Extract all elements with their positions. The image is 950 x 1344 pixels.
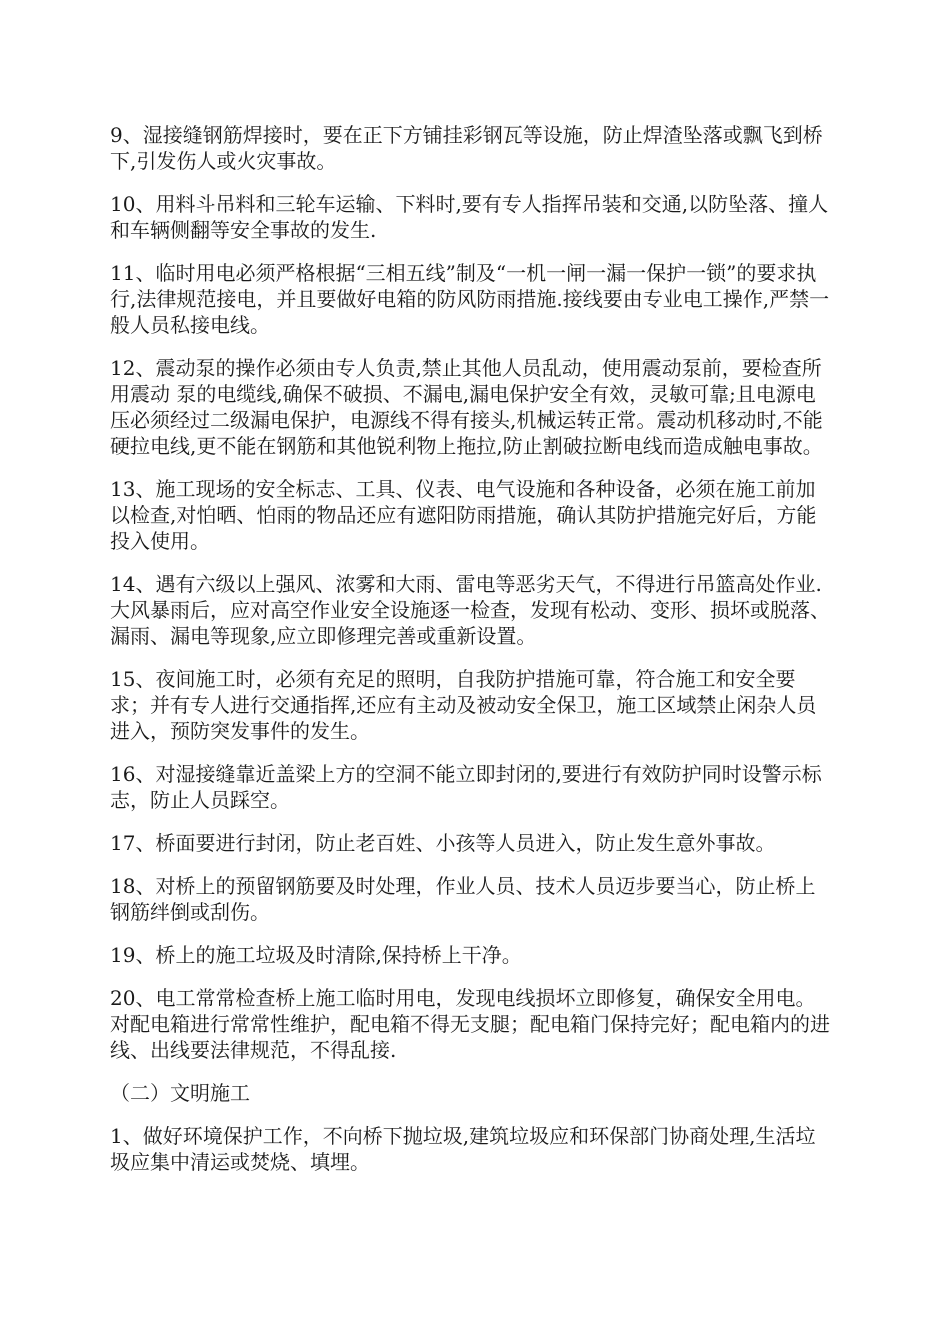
paragraph-item-19: 19、桥上的施工垃圾及时清除,保持桥上干净。 — [110, 943, 522, 967]
paragraph-item-9: 9、湿接缝钢筋焊接时，要在正下方铺挂彩钢瓦等设施，防止焊渣坠落或飘飞到桥下,引发伤人或火灾事故。 — [110, 123, 823, 173]
paragraph-item-18: 18、对桥上的预留钢筋要及时处理，作业人员、技术人员迈步要当心，防止桥上钢筋绊倒或刮伤。 — [110, 874, 816, 924]
paragraph-item-13: 13、施工现场的安全标志、工具、仪表、电气设施和各种设备，必须在施工前加以检查,对怕晒、怕雨的物品还应有遮阳防雨措施，确认其防护措施完好后，方能投入使用。 — [110, 477, 817, 553]
paragraph-item-11: 11、临时用电必须严格根据“三相五线”制及“一机一闸一漏一保护一锁”的要求执行,法律规范接电，并且要做好电箱的防风防雨措施.接线要由专业电工操作,严禁一般人员私接电线。 — [110, 261, 830, 337]
paragraph-item-14: 14、遇有六级以上强风、浓雾和大雨、雷电等恶劣天气，不得进行吊篮高处作业.大风暴雨后，应对高空作业安全设施逐一检查，发现有松动、变形、损坏或脱落、漏雨、漏电等现象,应立即修理完善或重新设置。 — [110, 572, 830, 648]
paragraph-item-12: 12、震动泵的操作必须由专人负责,禁止其他人员乱动，使用震动泵前，要检查所用震动 泵的电缆线,确保不破损、不漏电,漏电保护安全有效，灵敏可靠;且电源电压必须经过二级漏电保护，电源线不得有接头,机械运转正常。震动机移动时,不能硬拉电线,更不能在钢筋和其他锐利物上拖拉,防止割破拉断电线而造成触电事故。 — [110, 356, 823, 458]
paragraph-item-10: 10、用料斗吊料和三轮车运输、下料时,要有专人指挥吊装和交通,以防坠落、撞人和车辆侧翻等安全事故的发生. — [110, 192, 829, 242]
paragraph-item-17: 17、桥面要进行封闭，防止老百姓、小孩等人员进入，防止发生意外事故。 — [110, 831, 776, 855]
paragraph-item-20: 20、电工常常检查桥上施工临时用电，发现电线损坏立即修复，确保安全用电。对配电箱进行常常性维护，配电箱不得无支腿；配电箱门保持完好；配电箱内的进线、出线要法律规范，不得乱接. — [110, 986, 830, 1062]
paragraph-item-16: 16、对湿接缝靠近盖梁上方的空洞不能立即封闭的,要进行有效防护同时设警示标志，防止人员踩空。 — [110, 762, 822, 812]
paragraph-item-1: 1、做好环境保护工作，不向桥下抛垃圾,建筑垃圾应和环保部门协商处理,生活垃圾应集中清运或焚烧、填埋。 — [110, 1124, 816, 1174]
paragraph-item-15: 15、夜间施工时，必须有充足的照明，自我防护措施可靠，符合施工和安全要求；并有专人进行交通指挥,还应有主动及被动安全保卫，施工区域禁止闲杂人员进入，预防突发事件的发生。 — [110, 667, 817, 743]
section-heading-civilized-construction: （二）文明施工 — [110, 1081, 250, 1105]
